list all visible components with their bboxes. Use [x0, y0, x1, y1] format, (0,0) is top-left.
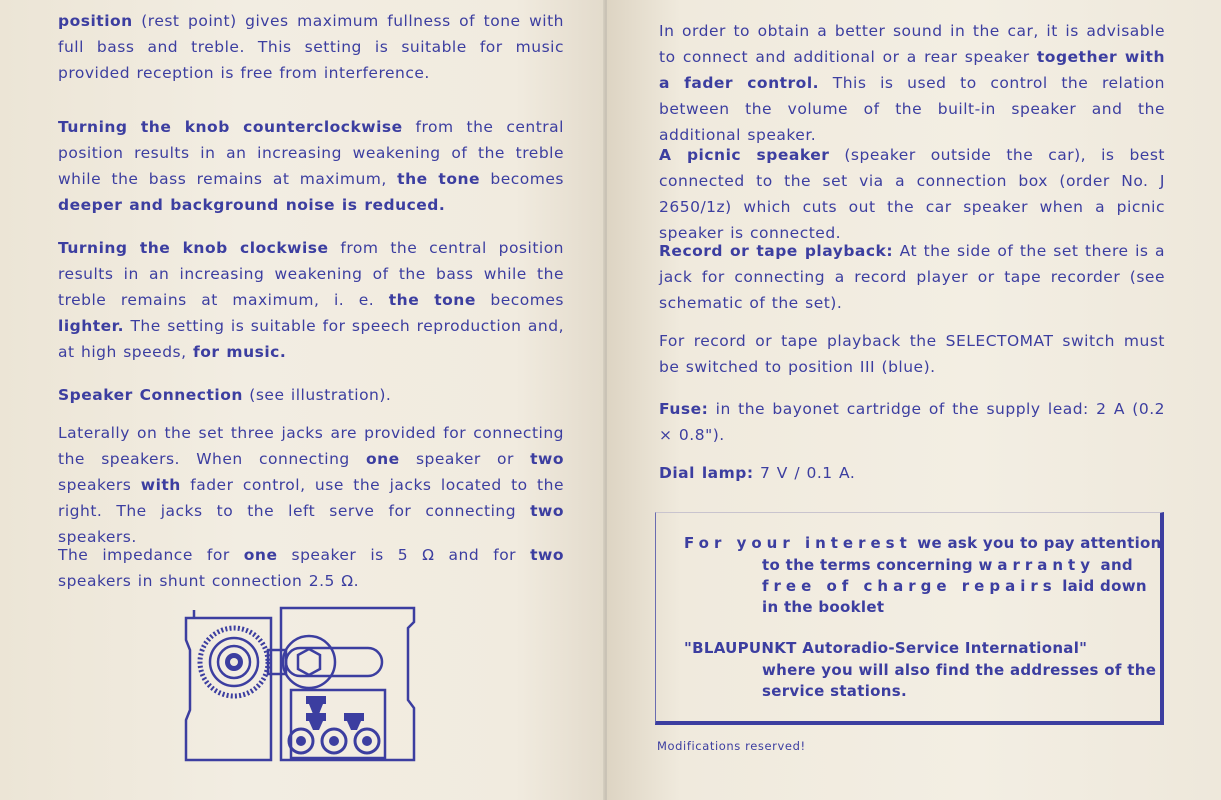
warranty-notice-box [655, 512, 1164, 725]
bold-term: Dial lamp: [659, 464, 754, 482]
paragraph-impedance [58, 542, 564, 594]
paragraph-record-playback [659, 238, 1165, 316]
paragraph-text: For record or tape playback the SELECTOMAT switch must be switched to position III (blue). [659, 332, 1165, 376]
paragraph-clockwise [58, 235, 564, 365]
bold-term: one [366, 450, 400, 468]
bold-term: deeper and background noise is reduced. [58, 196, 446, 214]
notice-line [762, 576, 1147, 598]
paragraph-text: speakers. [58, 528, 137, 546]
bold-term: the tone [397, 170, 481, 188]
paragraph-text: speaker is 5 Ω and for [277, 546, 531, 564]
bold-term: Speaker Connection [58, 386, 243, 404]
notice-line [762, 555, 1133, 577]
notice-text: warranty [978, 556, 1095, 574]
bold-term: with [140, 476, 181, 494]
speaker-symbol-icon [306, 696, 364, 730]
paragraph-fuse [659, 396, 1165, 448]
paragraph-text: 7 V / 0.1 A. [753, 464, 856, 482]
paragraph-text: from the central position results in an increasing weakening of the bass while the treble remains at maximum, i. e. [58, 239, 565, 309]
paragraph-text: fader control, use the jacks located to the right. The jacks to the left serve for connecting [58, 476, 564, 520]
paragraph-picnic-speaker [659, 142, 1165, 246]
bold-term: together with a fader control. [659, 48, 1165, 92]
paragraph-position [58, 8, 564, 86]
bold-term: Turning the knob clockwise [58, 239, 329, 257]
bold-term: lighter. [58, 317, 124, 335]
paragraph-fader [659, 18, 1165, 148]
paragraph-text: becomes [475, 291, 564, 309]
paragraph-text: This is used to control the relation between the volume of the built-in speaker and the additional speaker. [659, 74, 1166, 144]
bold-term: one [243, 546, 278, 564]
notice-line: where you will also find the addresses of the [762, 661, 1157, 679]
paragraph-counterclockwise [58, 114, 564, 218]
bold-term: Turning the knob counterclockwise [58, 118, 403, 136]
bold-term: two [530, 546, 564, 564]
paragraph-text: At the side of the set there is a jack for connecting a record player or tape recorder (see schematic of the set). [659, 242, 1165, 312]
notice-text: we ask you to pay attention [911, 534, 1162, 552]
notice-text: to the terms concerning [762, 556, 979, 574]
bold-term: two [530, 450, 564, 468]
paragraph-text: Laterally on the set three jacks are provided for connecting the speakers. When connecting [58, 424, 564, 468]
paragraph-text: The impedance for [58, 546, 244, 564]
paragraph-text: becomes [480, 170, 564, 188]
paragraph-text: speakers [58, 476, 141, 494]
speaker-connection-diagram [176, 600, 421, 770]
notice-line: "BLAUPUNKT Autoradio-Service International" [684, 639, 1088, 657]
notice-text: laid down [1056, 577, 1147, 595]
notice-text: For your interest [684, 534, 912, 552]
paragraph-dial-lamp [659, 460, 1165, 486]
notice-line: in the booklet [762, 598, 885, 616]
paragraph-text: (rest point) gives maximum fullness of tone with full bass and treble. This setting is suitable for music provided reception is free from interference. [58, 12, 564, 82]
paragraph-selectomat [659, 328, 1165, 380]
bold-term: A picnic speaker [659, 146, 830, 164]
notice-text: free of charge repairs [762, 577, 1057, 595]
paragraph-speaker-connection [58, 382, 564, 408]
bold-term: Fuse: [659, 400, 709, 418]
notice-text: and [1095, 556, 1133, 574]
bold-term: two [530, 502, 564, 520]
paragraph-text: from the central position results in an increasing weakening of the treble while the bass remains at maximum, [58, 118, 564, 188]
paragraph-jacks [58, 420, 564, 550]
bold-term: position [58, 12, 133, 30]
paragraph-text: (speaker outside the car), is best connected to the set via a connection box (order No. J 2650/1z) which cuts out the car speaker when a picnic speaker is connected. [659, 146, 1165, 242]
paragraph-text: speaker or [399, 450, 531, 468]
paragraph-text: (see illustration). [242, 386, 392, 404]
bold-term: Record or tape playback: [659, 242, 894, 260]
notice-line: service stations. [762, 682, 907, 700]
paragraph-text: In order to obtain a better sound in the car, it is advisable to connect and additional or a rear speaker [659, 22, 1165, 66]
modifications-footnote: Modifications reserved! [657, 739, 806, 753]
notice-line [684, 533, 1162, 555]
paragraph-text: The setting is suitable for speech reproduction and, at high speeds, [58, 317, 564, 361]
knob-icon [200, 628, 268, 696]
bold-term: for music. [192, 343, 287, 361]
right-page [607, 0, 1221, 800]
left-page [0, 0, 607, 800]
paragraph-text: in the bayonet cartridge of the supply lead: 2 A (0.2 × 0.8"). [659, 400, 1165, 444]
bold-term: the tone [388, 291, 476, 309]
speaker-jack-icon [289, 729, 379, 753]
paragraph-text: speakers in shunt connection 2.5 Ω. [58, 572, 360, 590]
